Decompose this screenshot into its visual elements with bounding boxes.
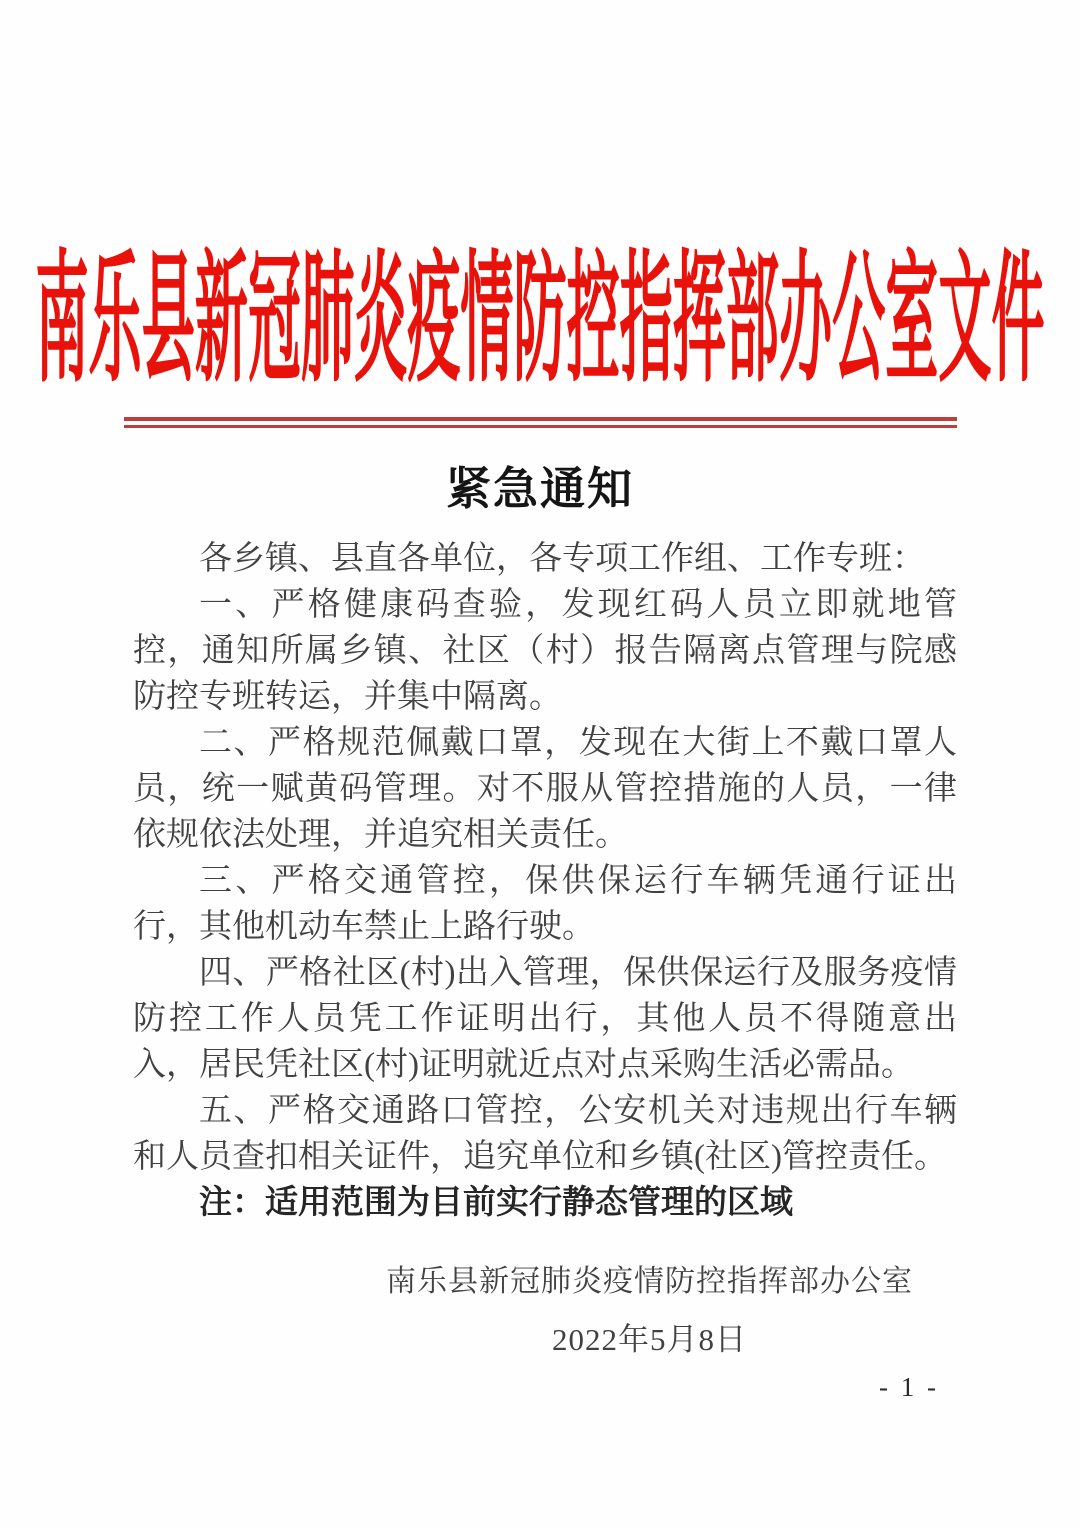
banner-title: 南乐县新冠肺炎疫情防控指挥部办公室文件 [35, 241, 1045, 399]
issuing-organization: 南乐县新冠肺炎疫情防控指挥部办公室 [386, 1265, 913, 1298]
page-number: - 1 - [879, 1372, 939, 1402]
body-paragraph: 一、严格健康码查验，发现红码人员立即就地管控，通知所属乡镇、社区（村）报告隔离点管理与院感防控专班转运，并集中隔离。 [133, 587, 957, 715]
body-paragraph: 三、严格交通管控，保供保运行车辆凭通行证出行，其他机动车禁止上路行驶。 [133, 863, 957, 945]
red-divider [124, 417, 957, 428]
salutation: 各乡镇、县直各单位，各专项工作组、工作专班： [199, 541, 925, 577]
body-paragraph: 四、严格社区(村)出入管理，保供保运行及服务疫情防控工作人员凭工作证明出行，其他人员不得随意出入，居民凭社区(村)证明就近点对点采购生活必需品。 [133, 955, 957, 1083]
issue-date: 2022年5月8日 [552, 1322, 747, 1357]
document-banner [0, 241, 1080, 399]
signature-block [386, 1262, 913, 1360]
body-paragraph: 二、严格规范佩戴口罩，发现在大街上不戴口罩人员，统一赋黄码管理。对不服从管控措施的人员，一律依规依法处理，并追究相关责任。 [133, 725, 957, 853]
note-line: 注：适用范围为目前实行静态管理的区域 [199, 1185, 793, 1221]
notice-title: 紧急通知 [445, 464, 634, 514]
notice-body [133, 536, 957, 1226]
body-paragraph: 五、严格交通路口管控，公安机关对违规出行车辆和人员查扣相关证件，追究单位和乡镇(社区)管控责任。 [133, 1093, 957, 1175]
